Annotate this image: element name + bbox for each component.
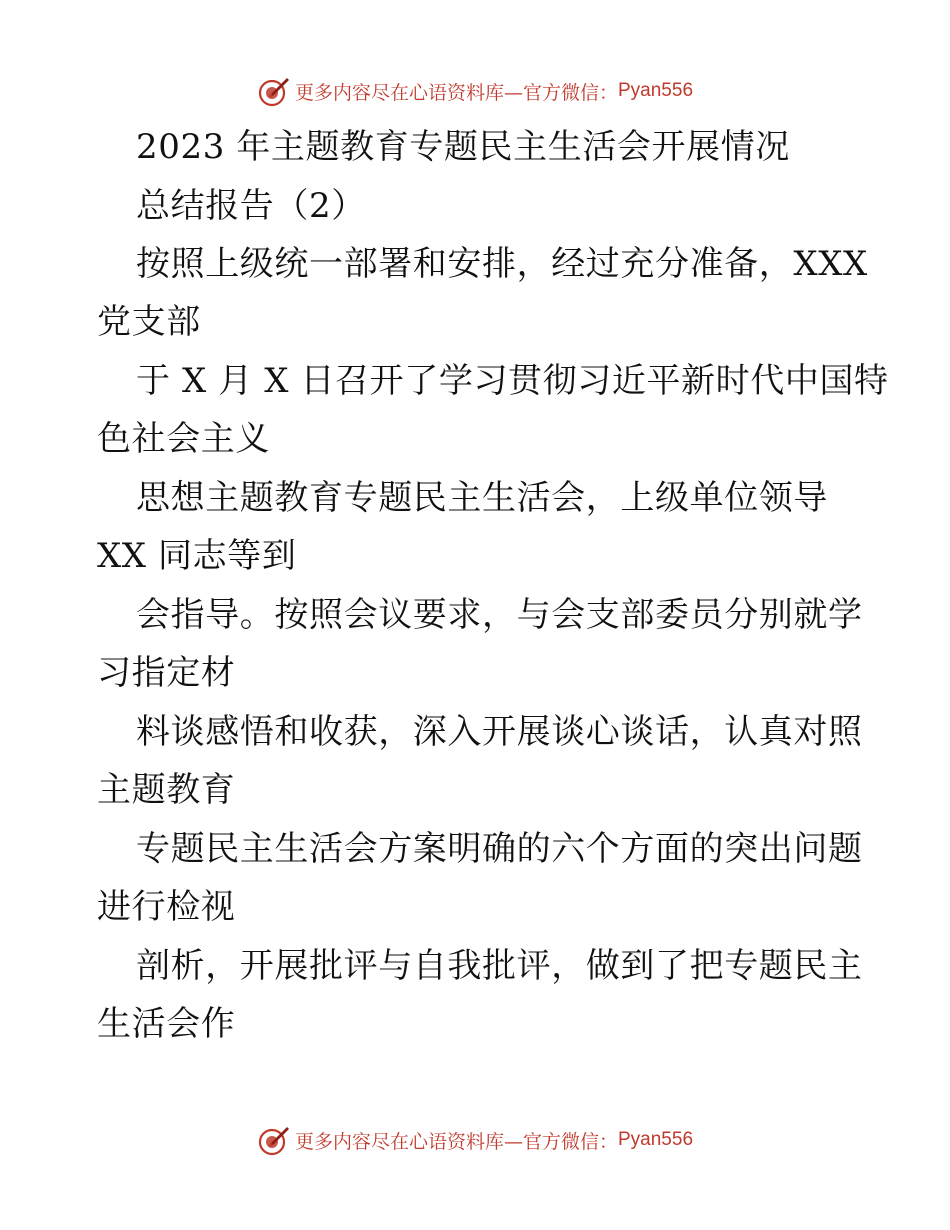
paragraph-line: 习指定材: [97, 653, 236, 693]
document-title-line-1: 2023 年主题教育专题民主生活会开展情况: [136, 127, 790, 167]
paragraph-line: 专题民主生活会方案明确的六个方面的突出问题: [136, 829, 863, 869]
paragraph-line: 进行检视: [97, 887, 236, 927]
footer-banner: [0, 1120, 950, 1160]
banner-text: 更多内容尽在心语资料库—官方微信：: [294, 81, 618, 104]
paragraph-line: 色社会主义: [97, 419, 270, 459]
brush-logo-icon: [257, 74, 291, 108]
paragraph-line: 会指导。按照会议要求，与会支部委员分别就学: [136, 595, 863, 635]
paragraph-line: 于 X 月 X 日召开了学习贯彻习近平新时代中国特: [136, 361, 889, 401]
paragraph-line: 主题教育: [97, 770, 236, 810]
paragraph-line: 生活会作: [97, 1004, 236, 1044]
document-title-line-2: 总结报告（2）: [136, 186, 366, 226]
paragraph-line: 按照上级统一部署和安排，经过充分准备，XXX: [136, 244, 868, 284]
banner-wechat-id: Pyan556: [618, 80, 694, 101]
banner-text: 更多内容尽在心语资料库—官方微信：: [294, 1130, 618, 1153]
brush-logo-icon: [257, 1123, 291, 1157]
paragraph-line: 剖析，开展批评与自我批评，做到了把专题民主: [136, 946, 863, 986]
paragraph-line: 党支部: [97, 302, 201, 342]
banner-wechat-id: Pyan556: [618, 1129, 694, 1150]
paragraph-line: 料谈感悟和收获，深入开展谈心谈话，认真对照: [136, 712, 863, 752]
paragraph-line: XX 同志等到: [97, 536, 297, 576]
paragraph-line: 思想主题教育专题民主生活会，上级单位领导: [136, 478, 828, 518]
header-banner: [0, 71, 950, 111]
